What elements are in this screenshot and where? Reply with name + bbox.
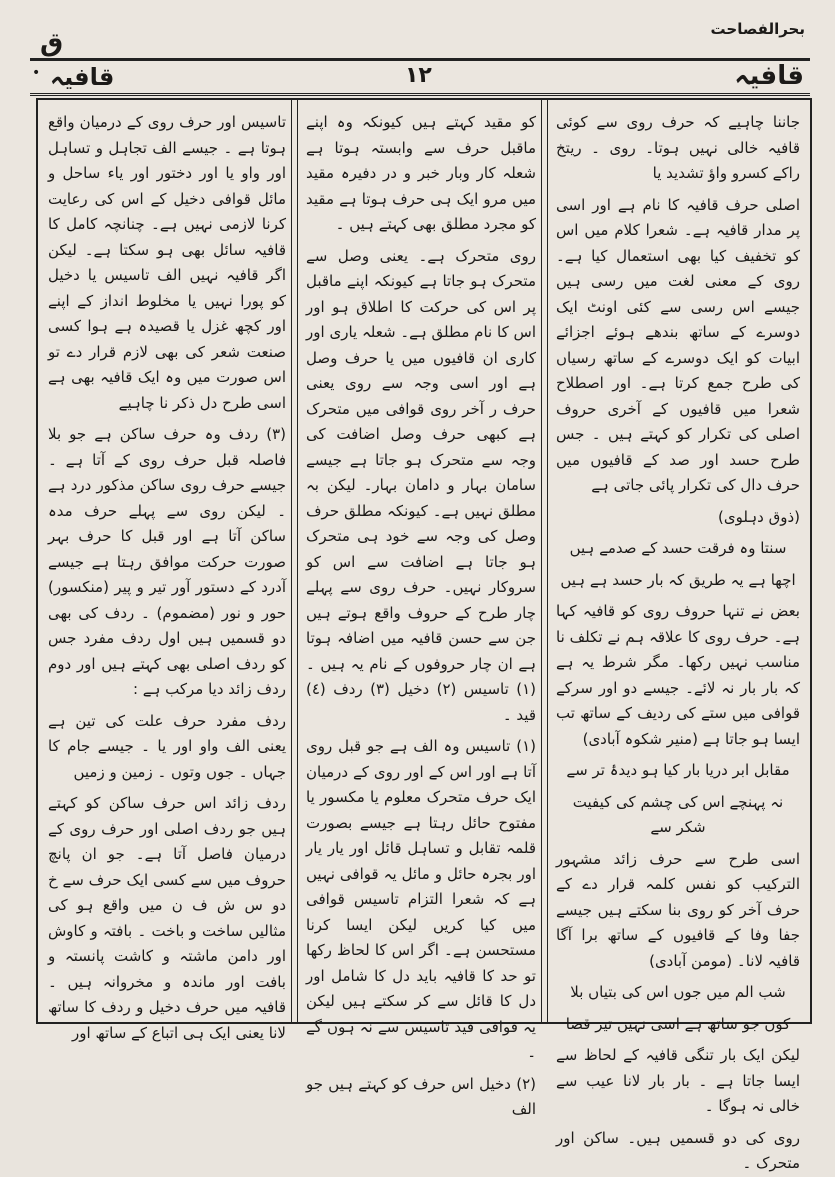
paragraph: جاننا چاہیے کہ حرف روی سے کوئی قافیہ خالی نہیں ہوتا۔ روی ۔ ریتخ راکے کسرو واؤ تشدید یا xyxy=(556,113,800,182)
paragraph: روی متحرک ہے۔ یعنی وصل سے متحرک ہو جاتا ہے کیونکہ اپنے ماقبل پر اس کی حرکت کا اطلاق ہو اور اس کا نام مطلق ہے۔ شعلہ یاری اور کاری ان قافیوں میں یا حرف وصل ہے اور اسی وجہ سے روی یعنی حرف ر آخر روی قوافی میں متحرک ہے کبھی حرف وصل اضافت کی وجہ سے متحرک ہو جاتا ہے جیسے سامان بہار و دامان بہار۔ لیکن بہ مطلق نہیں ہے۔ کیونکہ مطلق حرف وصل کی وجہ سے خود ہی متحرک ہو جاتا ہے اضافت سے اس کو سروکار نہیں۔ حرف روی سے پہلے چار طرح کے حروف واقع ہوتے ہیں جن سے حسن قافیہ میں اضافہ ہوتا ہے ان چار حروفوں کے نام یہ ہیں ۔ (١) تاسیس (٢) دخیل (٣) ردف (٤) قید ۔ xyxy=(306,246,536,724)
verse-line: مقابل ابر دریا بار کیا ہو دیدۂ تر سے xyxy=(566,761,790,779)
verse-line: شب الم میں جوں اس کی بتیاں بلا xyxy=(570,983,786,1001)
paragraph: کو مقید کہتے ہیں کیونکہ وہ اپنے ماقبل حرف سے وابستہ ہوتا ہے شعلہ کار وبار خبر و در دفیرہ مقید میں مرو ایک ہی حرف ہوتا ہے مقید کو مجرد مطلق بھی کہتے ہیں ۔ xyxy=(306,113,536,233)
paragraph: روی کی دو قسمیں ہیں۔ ساکن اور متحرک ۔ xyxy=(556,1128,800,1172)
paragraph: ردف زائد اس حرف ساکن کو کہتے ہیں جو ردف اصلی اور حرف روی کے درمیان فاصل آتا ہے۔ جو ان پانچ حروف میں سے کسی ایک حرف سے خ دو س ش ف ن میں واقع ہو کی مثالیں ساخت و باخت ۔ بافتہ و کاوش اور دامن ماشتہ و کاشت پانستہ و بافت اور ماندہ و مخروانہ ہیں ۔ قافیہ میں حرف دخیل و ردف کا ساتھ لانا یعنی ایک ہی اتباع کے ساتھ اور xyxy=(48,794,286,1042)
ornament-dot: • xyxy=(32,65,41,81)
column-left xyxy=(38,100,296,1042)
header-right-title: قافیہ xyxy=(734,61,804,91)
paragraph: بعض نے تنہا حروف روی کو قافیہ کہا ہے۔ حرف روی کا علاقہ ہم نے تکلف نا مناسب نہیں رکھا۔ مگر شرط یہ ہے کہ بار بار نہ لائے۔ جیسے دو اور سرکے قوافی میں ستے کی ردیف کے ساتھ تب ایسا ہو جاتا ہے (منیر شکوہ آبادی) xyxy=(556,602,800,748)
corner-title: بحرالفصاحت xyxy=(710,20,805,38)
paragraph: (١) تاسیس وہ الف ہے جو قبل روی آتا ہے اور اس کے اور روی کے درمیان ایک حرف متحرک معلوم یا مکسور یا مفتوح حائل رہتا ہے جیسے بصورت قلمہ تقابل و تساہل قائل اور یار یار اور بجرہ حائل و مائل یہ قوافی نہیں ہے کہ شعرا التزام تاسیس قوافی میں کیا کریں لیکن ایسا کرنا مستحسن ہے۔ اگر اس کا لحاظ رکھا تو حد کا قافیہ باید دل کا شامل اور دل کا قائل سے کر سکتے ہیں لیکن یہ قوافی قید تاسیس سے نہ ہوں گے ۔ xyxy=(306,737,536,1061)
column-middle xyxy=(296,100,546,1118)
verse-line: نہ پہنچے اس کی چشم کی کیفیت شکر سے xyxy=(572,792,784,836)
page-number: ١٢ xyxy=(405,63,432,88)
verse-line: اچھا ہے یہ طریق کہ بار حسد ہے ہیں xyxy=(560,570,796,589)
verse-line: سنتا وہ فرقت حسد کے صدمے ہیں xyxy=(569,539,787,557)
verse-line: کوں جو ساتھ ہے اسی نہیں تیر قضا xyxy=(565,1014,791,1033)
paragraph: (٢) دخیل اس حرف کو کہتے ہیں جو الف xyxy=(306,1074,536,1118)
paragraph: تاسیس اور حرف روی کے درمیان واقع ہوتا ہے ۔ جیسے الف تجاہل و تساہل اور واو یا اور دختور اور یاء ساحل و مائل قوافی دخیل کے اس کی رعایت کرنا لازمی نہیں ہے۔ چنانچہ کامل کا قافیہ سائل بھی ہو سکتا ہے۔ لیکن اگر قافیہ نہیں الف تاسیس یا دخیل کو پورا نہیں یا مخلوط انداز کے اپنے اور کچھ غزل یا قصیدہ ہے ہوا کسی صنعت شعر کی بھی لازم قرار دے تو اس صورت میں وہ ایک قافیہ بھی ہے اسی طرح دل ذکر نا چاہیے xyxy=(48,113,286,412)
text-columns xyxy=(36,98,812,1172)
header-left-title: قافیہ xyxy=(50,63,115,91)
paragraph: لیکن ایک بار تنگی قافیہ کے لحاظ سے ایسا جاتا ہے ۔ بار بار لانا عیب سے خالی نہ ہوگا ۔ xyxy=(556,1046,800,1115)
paragraph: اسی طرح سے حرف زائد مشہور الترکیب کو نفس کلمہ قرار دے کے حرف آخر کو روی بنا سکتے ہیں جیسے جفا وفا کے قافیوں کے ساتھ برا آگا قافیہ لانا۔ (مومن آبادی) xyxy=(556,849,800,970)
paragraph: (٣) ردف وہ حرف ساکن ہے جو بلا فاصلہ قبل حرف روی کے آتا ہے ۔ جیسے حرف روی ساکن مذکور درد ہے ۔ لیکن روی سے پہلے حرف مدہ ساکن آتا ہے اور قبل کا حرف بہر صورت حرکت موافق رہتا ہے جیسے آدرد کے دستور آور تیر و پیر (منکسور) حور و نور (مضموم) ۔ ردف کی بھی دو قسمیں ہیں اول ردف مفرد جس کو ردف اصلی بھی کہتے ہیں اور دوم ردف زائد دیا مرکب ہے : xyxy=(48,425,286,698)
paragraph: اصلی حرف قافیہ کا نام ہے اور اسی پر مدار قافیہ ہے۔ شعرا کلام میں اس کو تخفیف کیا بھی استعمال کیا ہے۔ روی کے معنی لغت میں رسی ہیں جیسے اس رسی سے کئی اونٹ ایک دوسرے کے ساتھ بندھے ہوئے اجزائے ابیات کو ایک دوسرے کے ساتھ رسیاں کی طرح جمع کرتا ہے۔ اور اصطلاح شعرا میں قافیوں کے آخری حروف اصلی کی تکرار کو کہتے ہیں ۔ جس طرح حسد اور صد کے قافیوں میں حرف دال کی تکرار پائی جاتی ہے xyxy=(556,195,800,494)
paragraph: ردف مفرد حرف علت کی تین ہے یعنی الف واو اور یا ۔ جیسے جام کا جہاں ۔ جوں وتوں ۔ زمین و زمیں xyxy=(48,711,286,781)
column-right xyxy=(546,100,810,1172)
page-header xyxy=(30,58,810,96)
corner-letter: ق xyxy=(40,28,64,58)
attribution: (ذوق دہلوی) xyxy=(718,507,800,526)
